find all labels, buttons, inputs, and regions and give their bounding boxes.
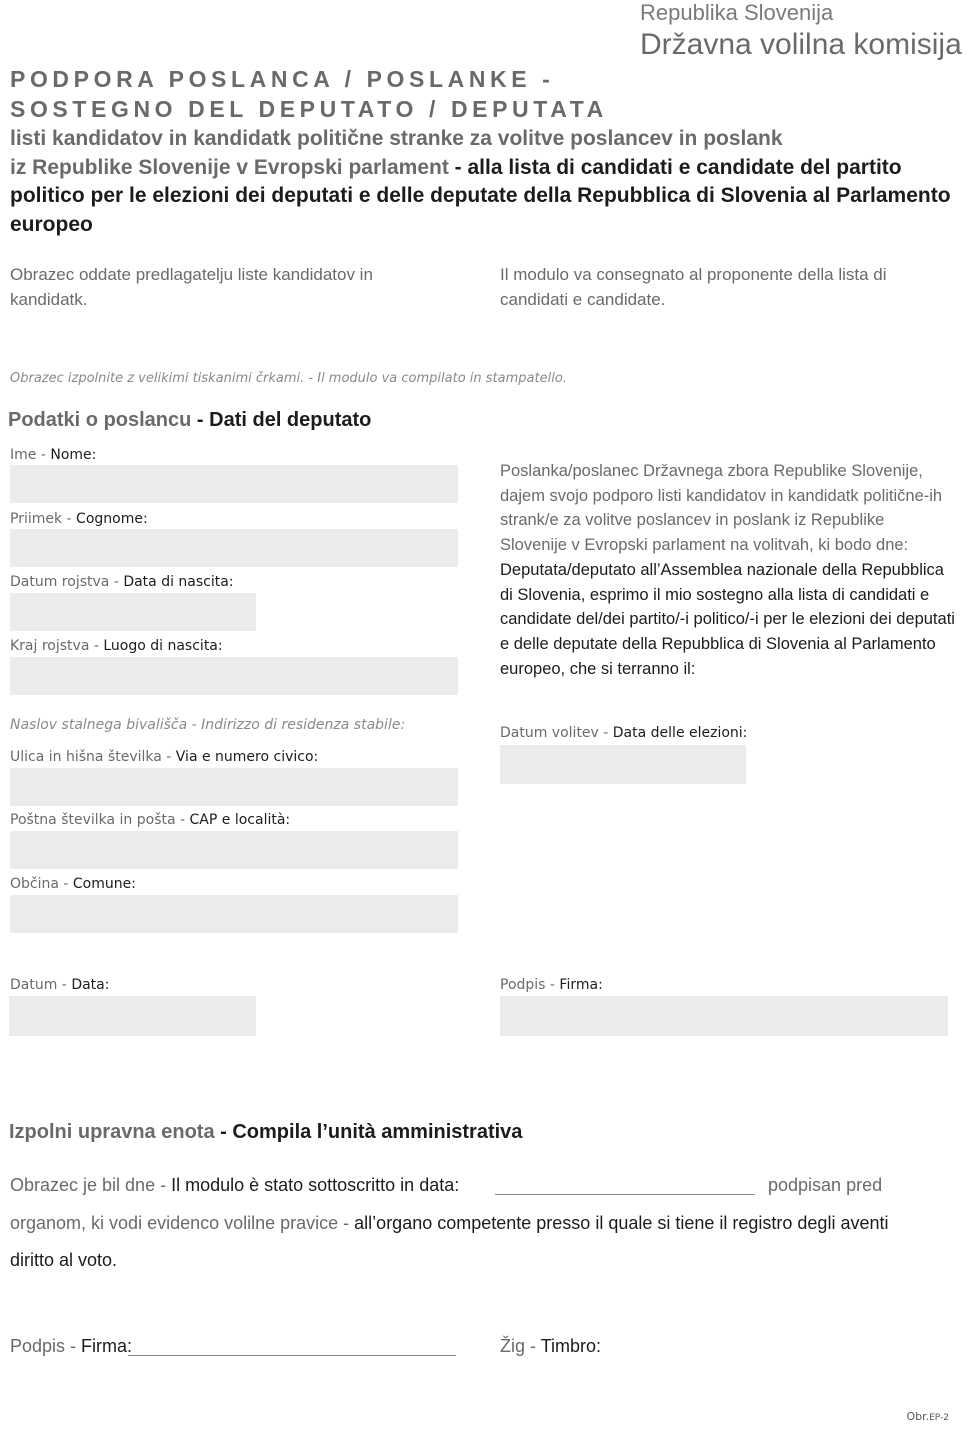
street-label: Ulica in hišna številka - Via e numero civico:	[10, 749, 319, 765]
date-field[interactable]	[9, 996, 256, 1036]
signature-field[interactable]	[500, 996, 948, 1036]
deputy-section-title-sl: Podatki o poslancu	[8, 409, 192, 431]
postal-field[interactable]	[10, 831, 458, 869]
declaration-text	[500, 459, 955, 681]
subtitle-sl-2: iz Republike Slovenije v Evropski parlament	[10, 155, 449, 179]
deputy-section-title	[8, 409, 371, 432]
admin-paragraph-line1: Obrazec je bil dne - Il modulo è stato sottoscritto in data:	[10, 1175, 460, 1195]
form-title-line2: SOSTEGNO DEL DEPUTATO / DEPUTATA	[10, 96, 608, 122]
date-label: Datum - Data:	[10, 977, 110, 993]
admin-section-title-sl: Izpolni upravna enota	[9, 1121, 215, 1143]
birthdate-label: Datum rojstva - Data di nascita:	[10, 574, 234, 590]
election-date-field[interactable]	[500, 745, 746, 784]
admin-section-title-it: - Compila l’unità amministrativa	[214, 1121, 523, 1143]
declaration-it: Deputata/deputato all’Assemblea nazionale della Repubblica di Slovenia, esprimo il mio sostegno alla lista di candidati e candidate del/dei partito/-i politico/-i per le elezioni dei deputati e delle deputate della Repubblica di Slovenia al Parlamento europeo, che si terranno il:	[500, 560, 955, 678]
form-code: Obr.EP-2	[906, 1410, 949, 1423]
surname-label: Priimek - Cognome:	[10, 511, 148, 527]
name-label: Ime - Nome:	[10, 447, 97, 463]
form-subtitle	[10, 125, 960, 239]
stamp-label: Žig - Timbro:	[500, 1336, 602, 1356]
admin-section-title	[9, 1121, 522, 1144]
form-title-line1: PODPORA POSLANCA / POSLANKE -	[10, 66, 555, 92]
subtitle-it: - alla lista di candidati e candidate del partito politico per le elezioni dei deputati e delle deputate della Repubblica di Slovenia al Parlamento europeo	[10, 155, 951, 236]
municipality-field[interactable]	[10, 895, 458, 933]
admin-signature-label: Podpis - Firma:	[10, 1336, 133, 1356]
declaration-sl: Poslanka/poslanec Državnega zbora Republike Slovenije, dajem svojo podporo listi kandidatov in kandidatk politične-ih strank/e za volitve poslancev in poslank iz Republike Slovenije v Evropski parlament na volitvah, ki bodo dne:	[500, 462, 943, 555]
header-commission: Državna volilna komisija	[640, 28, 962, 61]
admin-paragraph-line3: diritto al voto.	[10, 1250, 118, 1270]
fill-note: Obrazec izpolnite z velikimi tiskanimi črkami. - Il modulo va compilato in stampatello.	[10, 371, 567, 386]
admin-before-text: podpisan pred	[768, 1175, 883, 1195]
street-field[interactable]	[10, 768, 458, 806]
municipality-label: Občina - Comune:	[10, 876, 136, 892]
subtitle-sl-1: listi kandidatov in kandidatk politične stranke za volitve poslancev in poslank	[10, 127, 783, 150]
address-heading: Naslov stalnega bivališča - Indirizzo di residenza stabile:	[10, 717, 406, 733]
birthplace-label: Kraj rojstva - Luogo di nascita:	[10, 638, 223, 654]
admin-signature-line[interactable]	[128, 1355, 456, 1356]
surname-field[interactable]	[10, 529, 458, 567]
signature-label: Podpis - Firma:	[500, 977, 603, 993]
postal-label: Poštna številka in pošta - CAP e località:	[10, 812, 291, 828]
instruction-it: Il modulo va consegnato al proponente della lista di candidati e candidate.	[500, 265, 887, 309]
admin-paragraph-line2: organom, ki vodi evidenco volilne pravice - all’organo competente presso il quale si tiene il registro degli aventi	[10, 1213, 889, 1233]
birthplace-field[interactable]	[10, 657, 458, 695]
deputy-section-title-it: - Dati del deputato	[191, 409, 372, 431]
admin-date-line[interactable]	[495, 1194, 755, 1195]
header-republic: Republika Slovenija	[640, 0, 834, 25]
election-date-label: Datum volitev - Data delle elezioni:	[500, 725, 748, 741]
instruction-sl: Obrazec oddate predlagatelju liste kandidatov in kandidatk.	[10, 265, 373, 309]
name-field[interactable]	[10, 465, 458, 503]
birthdate-field[interactable]	[10, 593, 256, 631]
